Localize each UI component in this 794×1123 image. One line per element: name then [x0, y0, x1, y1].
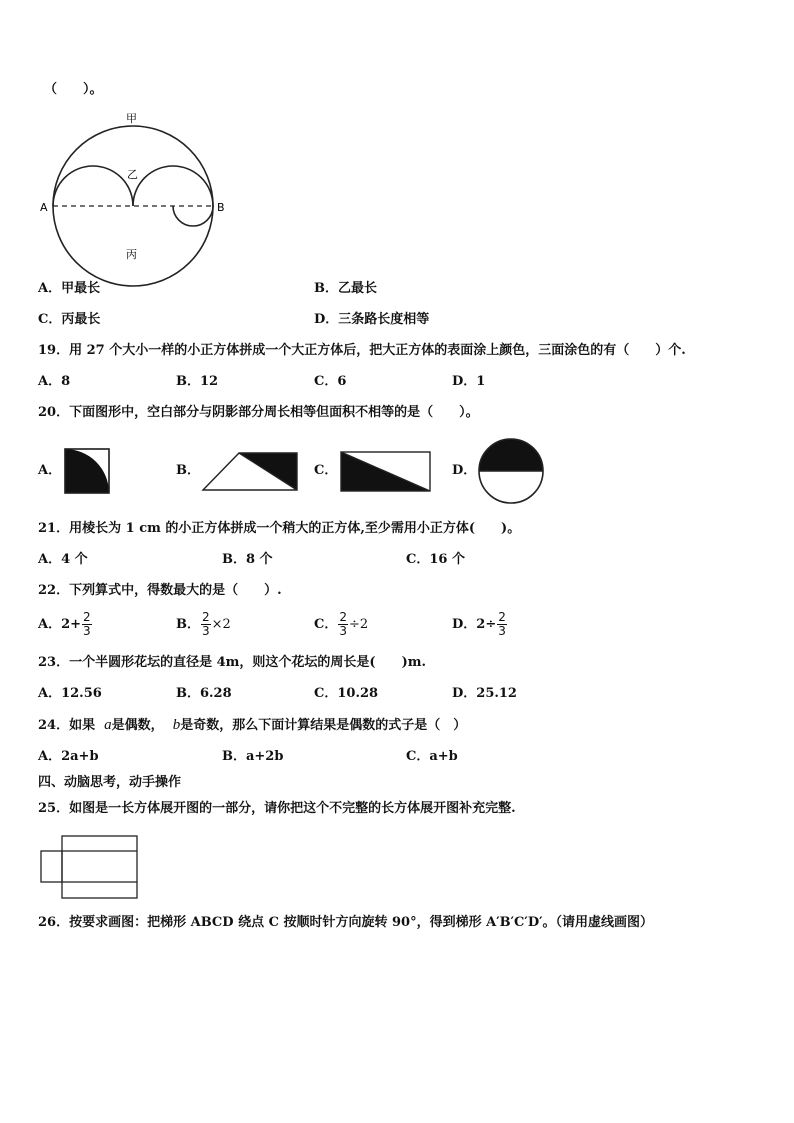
label-a: A [40, 201, 48, 214]
q18-option-d[interactable]: D．三条路长度相等 [314, 312, 430, 327]
q23-option-d[interactable]: D．25.12 [452, 686, 517, 701]
q21-option-a[interactable]: A．4 个 [38, 552, 88, 567]
q24-stem-pre: 24．如果 [38, 718, 96, 733]
q22-option-d-text: D．2÷ [452, 617, 497, 632]
q22-stem: 22．下列算式中，得数最大的是（ ）. [38, 583, 282, 598]
q21-option-b[interactable]: B．8 个 [222, 552, 273, 567]
q23-stem: 23．一个半圆形花坛的直径是 4m，则这个花坛的周长是( )m. [38, 655, 427, 670]
q18-answer-blank: （ ）。 [44, 82, 103, 97]
fraction: $\frac{2}{3}$ [83, 610, 91, 638]
q23-option-b[interactable]: B．6.28 [176, 686, 232, 701]
q21-option-c[interactable]: C．16 个 [406, 552, 465, 567]
q18-option-a[interactable]: A．甲最长 [38, 281, 101, 296]
fraction: $\frac{2}{3}$ [498, 610, 506, 638]
q24-option-b[interactable]: B．a+2b [222, 749, 284, 764]
q25-stem: 25．如图是一长方体展开图的一部分，请你把这个不完整的长方体展开图补充完整. [38, 801, 516, 816]
q21-stem: 21．用棱长为 1 cm 的小正方体拼成一个稍大的正方体,至少需用小正方体( )。 [38, 521, 521, 536]
q19-option-d[interactable]: D．1 [452, 374, 486, 389]
q24-var-b: b [172, 717, 181, 733]
label-yi: 乙 [127, 168, 138, 181]
q24-stem-post: 是奇数，那么下面计算结果是偶数的式子是（ ） [180, 718, 467, 733]
q20-figure-a [64, 448, 110, 494]
q18-option-b[interactable]: B．乙最长 [314, 281, 377, 296]
q18-route-figure [38, 108, 238, 278]
q24-var-a: a [104, 717, 112, 733]
q25-net-figure [40, 835, 140, 899]
q23-option-c[interactable]: C．10.28 [314, 686, 379, 701]
q22-option-b-text: B． [176, 617, 200, 632]
q20-figure-d [478, 438, 544, 504]
q22-option-a-text: A．2+ [38, 617, 82, 632]
q20-option-c[interactable]: C． [314, 463, 338, 478]
label-b: B [217, 201, 225, 214]
q20-stem: 20．下面图形中，空白部分与阴影部分周长相等但面积不相等的是（ ）。 [38, 405, 479, 420]
q20-option-a[interactable]: A． [38, 463, 62, 478]
q24-option-c[interactable]: C．a+b [406, 749, 458, 764]
q24-option-a[interactable]: A．2a+b [38, 749, 99, 764]
q20-option-d[interactable]: D． [452, 463, 477, 478]
q19-stem: 19．用 27 个大小一样的小正方体拼成一个大正方体后，把大正方体的表面涂上颜色，三面涂色的有（ ）个. [38, 343, 686, 358]
q22-option-b-op: ×2 [211, 617, 231, 632]
q20-figure-c [340, 451, 432, 493]
q22-option-c-op: ÷2 [349, 617, 369, 632]
q20-option-b[interactable]: B． [176, 463, 200, 478]
label-bing: 丙 [126, 248, 137, 261]
section-title: 四、动脑思考，动手操作 [38, 775, 182, 790]
q24-stem-mid: 是偶数， [111, 718, 164, 733]
q24-stem [38, 717, 466, 734]
label-jia: 甲 [126, 112, 137, 125]
q26-stem: 26．按要求画图：把梯形 ABCD 绕点 C 按顺时针方向旋转 90°，得到梯形 A′B′C′D′。（请用虚线画图） [38, 915, 654, 930]
q19-option-c[interactable]: C．6 [314, 374, 347, 389]
fraction: $\frac{2}{3}$ [339, 610, 347, 638]
q18-option-c[interactable]: C．丙最长 [38, 312, 101, 327]
q23-option-a[interactable]: A．12.56 [38, 686, 102, 701]
q22-option-b[interactable] [176, 611, 231, 638]
q22-option-a[interactable] [38, 611, 93, 638]
q19-option-b[interactable]: B．12 [176, 374, 219, 389]
q22-option-c[interactable] [314, 611, 368, 638]
q20-figure-b [201, 452, 301, 492]
q22-option-c-text: C． [314, 617, 338, 632]
fraction: $\frac{2}{3}$ [202, 610, 210, 638]
q19-option-a[interactable]: A．8 [38, 374, 71, 389]
q22-option-d[interactable] [452, 611, 508, 638]
